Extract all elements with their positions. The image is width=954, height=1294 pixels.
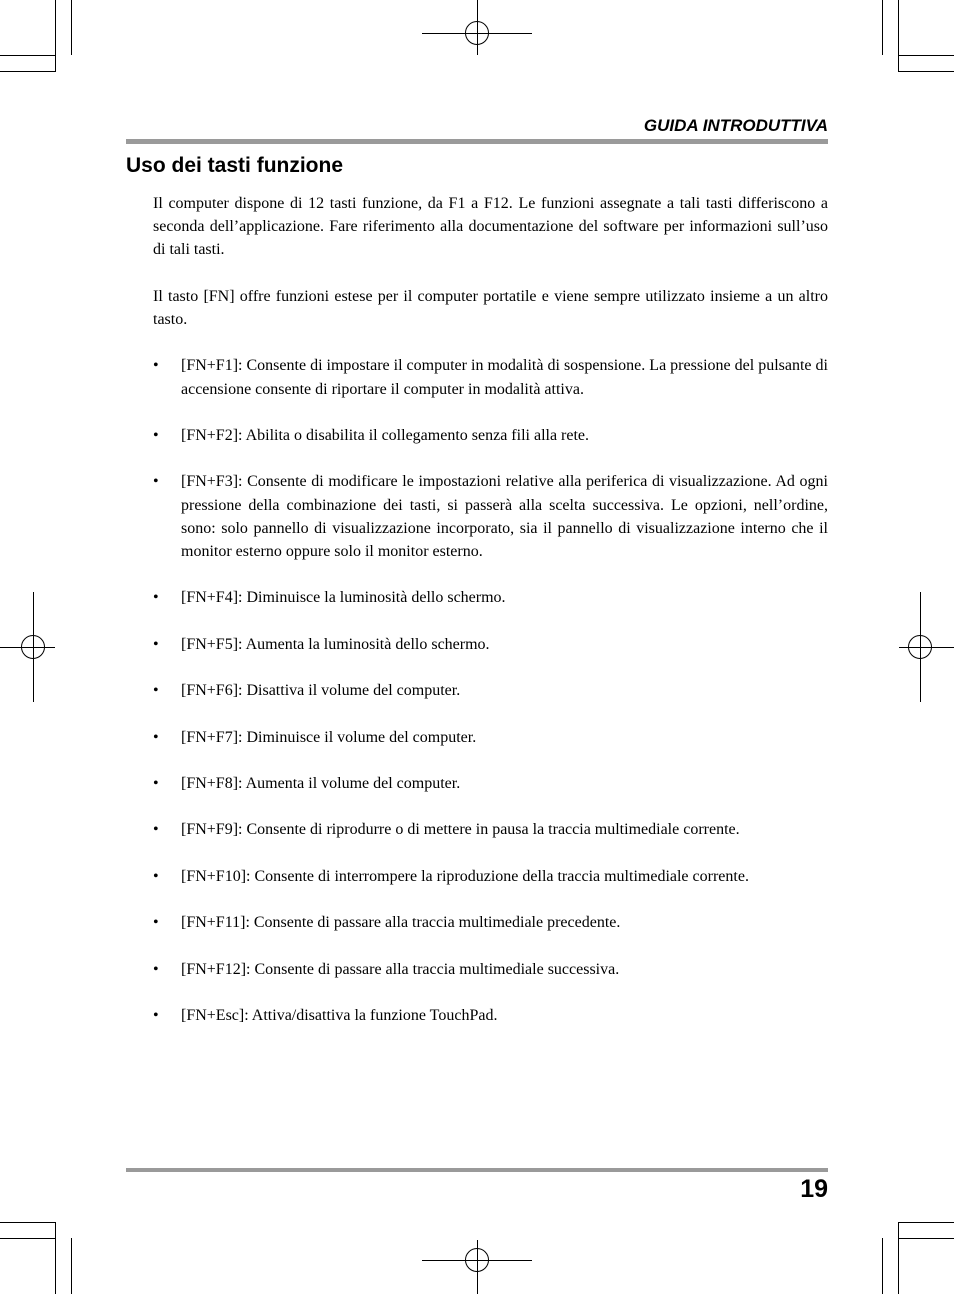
- list-item: [153, 470, 828, 563]
- list-item-text: [FN+F4]: Diminuisce la luminosità dello schermo.: [181, 589, 506, 607]
- list-item: [153, 633, 828, 656]
- section-title: Uso dei tasti funzione: [126, 154, 344, 177]
- bullet-icon: •: [153, 473, 159, 491]
- function-key-list: [153, 354, 828, 1027]
- bullet-icon: •: [153, 728, 159, 746]
- bullet-icon: •: [153, 774, 159, 792]
- bullet-icon: •: [153, 914, 159, 932]
- bullet-icon: •: [153, 426, 159, 444]
- list-item-text: [FN+F8]: Aumenta il volume del computer.: [181, 774, 461, 792]
- bullet-icon: •: [153, 682, 159, 700]
- bullet-icon: •: [153, 960, 159, 978]
- list-item-text: [FN+F7]: Diminuisce il volume del computer.: [181, 728, 477, 746]
- list-item-text: [FN+Esc]: Attiva/disattiva la funzione TouchPad.: [181, 1006, 498, 1024]
- running-header: GUIDA INTRODUTTIVA: [643, 116, 828, 135]
- list-item: [153, 424, 828, 447]
- list-item-text: [FN+F5]: Aumenta la luminosità dello schermo.: [181, 635, 490, 653]
- list-item-text: [FN+F1]: Consente di impostare il computer in modalità di sospensione. La pressione del pulsante di accensione consente di riportare il computer in modalità attiva.: [181, 357, 828, 398]
- list-item: [153, 911, 828, 934]
- list-item: [153, 679, 828, 702]
- list-item: [153, 726, 828, 749]
- footer-rule: [126, 1168, 828, 1172]
- bullet-icon: •: [153, 589, 159, 607]
- paragraph: Il computer dispone di 12 tasti funzione, da F1 a F12. Le funzioni assegnate a tali tasti differiscono a seconda dell’applicazione. Fare riferimento alla documentazione del software per informazioni sull’uso di tali tasti.: [153, 195, 828, 259]
- list-item-text: [FN+F6]: Disattiva il volume del computer.: [181, 682, 461, 700]
- page-number: 19: [800, 1175, 828, 1203]
- list-item: [153, 354, 828, 400]
- list-item-text: [FN+F3]: Consente di modificare le impostazioni relative alla periferica di visualizzazione. Ad ogni pressione della combinazione dei tasti, si passerà alla scelta successiva. Le opzioni, nell’ordine, sono: solo pannello di visualizzazione incorporato, sia il pannello di visualizzazione interno che il monitor esterno oppure solo il monitor esterno.: [181, 473, 828, 560]
- paragraph: Il tasto [FN] offre funzioni estese per il computer portatile e viene sempre utilizzato insieme a un altro tasto.: [153, 287, 828, 328]
- list-item-text: [FN+F11]: Consente di passare alla traccia multimediale precedente.: [181, 914, 621, 932]
- list-item: [153, 1004, 828, 1027]
- bullet-icon: •: [153, 867, 159, 885]
- header-rule: [126, 139, 828, 144]
- bullet-icon: •: [153, 821, 159, 839]
- list-item-text: [FN+F9]: Consente di riprodurre o di mettere in pausa la traccia multimediale corrente.: [181, 821, 740, 839]
- list-item: [153, 865, 828, 888]
- list-item: [153, 958, 828, 981]
- list-item: [153, 818, 828, 841]
- list-item-text: [FN+F12]: Consente di passare alla traccia multimediale successiva.: [181, 960, 620, 978]
- list-item-text: [FN+F10]: Consente di interrompere la riproduzione della traccia multimediale corrente.: [181, 867, 749, 885]
- list-item: [153, 772, 828, 795]
- bullet-icon: •: [153, 635, 159, 653]
- list-item-text: [FN+F2]: Abilita o disabilita il collegamento senza fili alla rete.: [181, 426, 590, 444]
- list-item: [153, 586, 828, 609]
- bullet-icon: •: [153, 1006, 159, 1024]
- bullet-icon: •: [153, 357, 159, 375]
- body-text: [153, 192, 828, 1050]
